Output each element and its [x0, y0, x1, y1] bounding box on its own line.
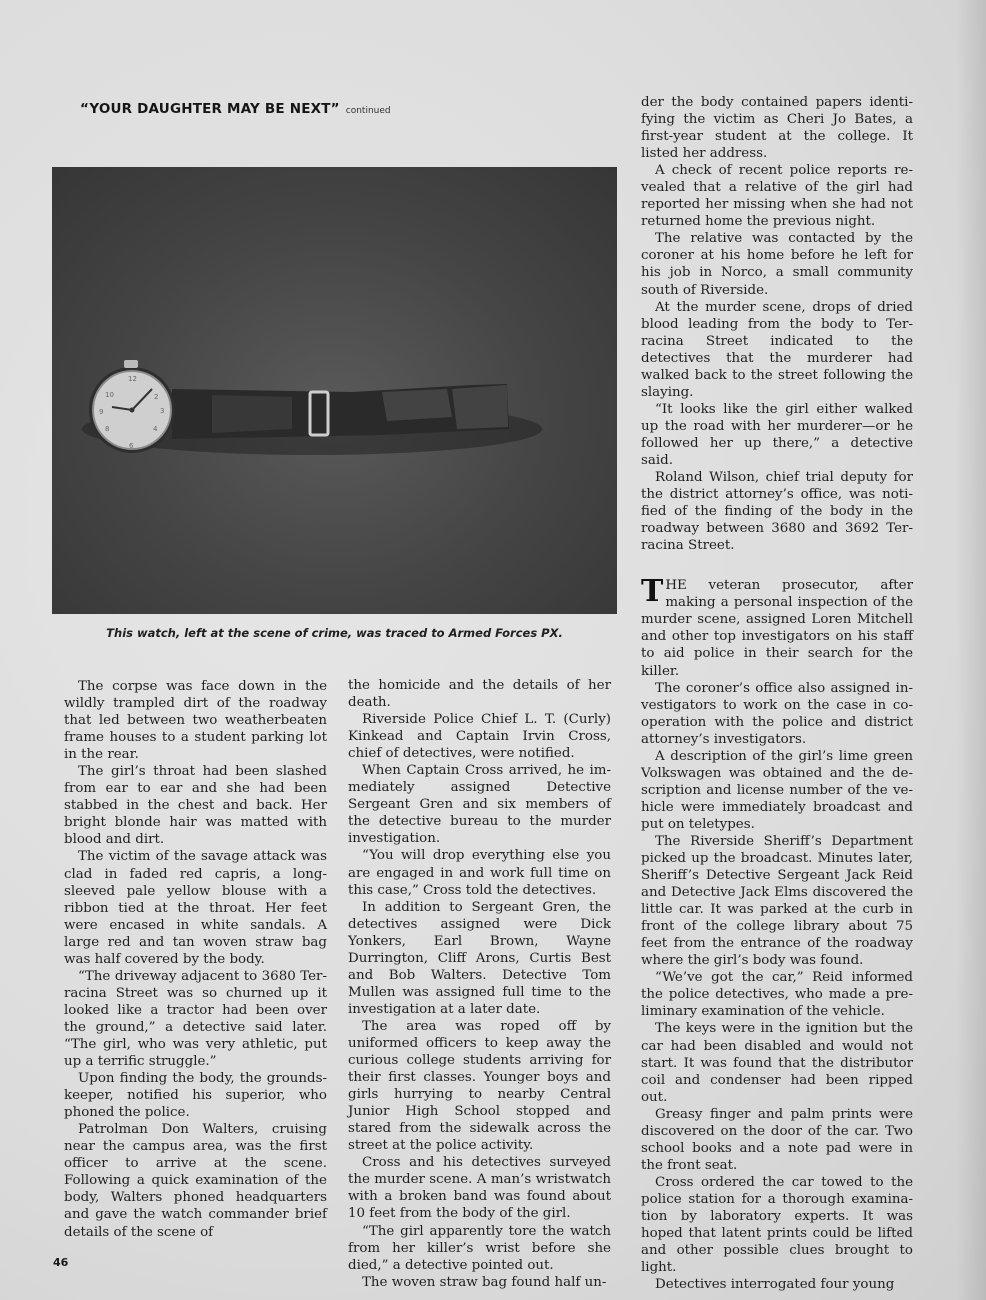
paragraph: “The driveway adjacent to 3680 Terracina Street was so churned up it looked like a tractor had been over the ground,” a detective said later. “The girl, who was very athletic, put up a terrific struggle.”	[64, 968, 327, 1070]
paragraph: The girl’s throat had been slashed from ear to ear and she had been stabbed in the chest and back. Her bright blonde hair was matted with blood and dirt.	[64, 764, 327, 848]
paragraph: A description of the girl’s lime green Volkswagen was obtained and the description and license number of the vehicle were immediately broadcast and put on teletypes.	[641, 748, 913, 832]
paragraph: “It looks like the girl either walked up the road with her murderer—or he followed her up there,” a detective said.	[641, 401, 913, 468]
paragraph: A check of recent police reports revealed that a relative of the girl had reported her missing when she had not returned home the previous night.	[641, 163, 913, 230]
paragraph: At the murder scene, drops of dried blood leading from the body to Terracina Street indicated to the detectives that the murderer had walked back to the street following the slaying.	[641, 299, 913, 400]
svg-text:4: 4	[153, 425, 158, 433]
paragraph: “We’ve got the car,” Reid informed the police detectives, who made a preliminary examination of the vehicle.	[641, 970, 913, 1020]
article-column-2	[348, 677, 611, 1291]
watch-crown	[124, 360, 138, 368]
paragraph: Patrolman Don Walters, cruising near the campus area, was the first officer to arrive at the scene. Following a quick examination of the body, Walters phoned headquarters and gave the watch commander brief details of the scene of	[64, 1122, 327, 1240]
paragraph: “You will drop everything else you are engaged in and work full time on this case,” Cross told the detectives.	[348, 848, 611, 898]
paragraph: Cross ordered the car towed to the police station for a thorough examination by laboratory experts. It was hoped that latent prints could be lifted and other possible clues brought to light.	[641, 1174, 913, 1276]
paragraph: Roland Wilson, chief trial deputy for the district attorney’s office, was notified of the finding of the body in the roadway between 3680 and 3692 Terracina Street.	[641, 470, 913, 554]
band-loop	[382, 389, 452, 421]
continued-label: continued	[345, 106, 391, 116]
paragraph: Greasy finger and palm prints were discovered on the door of the car. Two school books and a note pad were in the front seat.	[641, 1106, 913, 1173]
article-column-1	[64, 678, 327, 1241]
svg-text:8: 8	[105, 425, 110, 433]
svg-text:2: 2	[154, 393, 159, 401]
paragraph: The coroner’s office also assigned investigators to work on the case in cooperation with the police and district attorney’s investigators.	[641, 680, 913, 747]
svg-text:9: 9	[99, 408, 104, 416]
paragraph: The keys were in the ignition but the car had been disabled and would not start. It was found that the distributor coil and condenser had been ripped out.	[641, 1021, 913, 1105]
paragraph: The corpse was face down in the wildly trampled dirt of the roadway that led between two weatherbeaten frame houses to a student parking lot in the rear.	[64, 679, 327, 763]
watch-photo	[52, 167, 617, 614]
section-break	[641, 554, 913, 577]
dropcap-paragraph-text: HE veteran prosecutor, after making a personal inspection of the murder scene, assigned Loren Mitchell and other top investigators on his staff to aid police in their search for the killer.	[641, 578, 913, 679]
article-column-3	[641, 94, 913, 1293]
paragraph: The victim of the savage attack was clad in faded red capris, a long-sleeved pale yellow blouse with a ribbon tied at the throat. Her feet were encased in white sandals. A large red and tan woven straw bag was half covered by the body.	[64, 849, 327, 967]
paragraph: Riverside Police Chief L. T. (Curly) Kinkead and Captain Irvin Cross, chief of detectives, were notified.	[348, 712, 611, 762]
paragraph: The Riverside Sheriff’s Department picked up the broadcast. Minutes later, Sheriff’s Detective Sergeant Jack Reid and Detective Jack Elms discovered the little car. It was parked at the curb in front of the college library about 75 feet from the entrance of the roadway where the girl’s body was found.	[641, 833, 913, 969]
paragraph-dropcap	[641, 574, 913, 679]
svg-text:3: 3	[160, 407, 165, 415]
paragraph: The area was roped off by uniformed officers to keep away the curious college students arriving for their first classes. Younger boys and girls hurrying to nearby Central Junior High School stopped and stared from the sidewalk across the street at the police activity.	[348, 1018, 611, 1154]
paragraph: In addition to Sergeant Gren, the detectives assigned were Dick Yonkers, Earl Brown, Wayne Durrington, Cliff Arons, Curtis Best and Bob Walters. Detective Tom Mullen was assigned full time to the investigation at a later date.	[348, 899, 611, 1017]
band-tip	[452, 385, 508, 429]
photo-caption: This watch, left at the scene of crime, was traced to Armed Forces PX.	[106, 626, 563, 640]
paragraph: Cross and his detectives surveyed the murder scene. A man’s wristwatch with a broken band was found about 10 feet from the body of the girl.	[348, 1155, 611, 1222]
svg-text:6: 6	[129, 442, 134, 450]
paragraph: “The girl apparently tore the watch from her killer’s wrist before she died,” a detective pointed out.	[348, 1223, 611, 1273]
page-number: 46	[53, 1256, 69, 1269]
paragraph: The woven straw bag found half un-	[362, 1274, 607, 1290]
band-highlight	[212, 395, 292, 433]
paragraph: Detectives interrogated four young	[655, 1277, 895, 1293]
paragraph-continued: der the body contained papers identifying the victim as Cheri Jo Bates, a first-year student at the college. It listed her address.	[641, 95, 913, 162]
svg-text:10: 10	[105, 391, 114, 399]
svg-text:12: 12	[128, 375, 137, 383]
headline-title: “YOUR DAUGHTER MAY BE NEXT”	[80, 101, 340, 117]
paragraph-continued: the homicide and the details of her death.	[348, 678, 611, 711]
article-headline	[80, 101, 391, 117]
paragraph: The relative was contacted by the coroner at his home before he left for his job in Norco, a small community south of Riverside.	[641, 231, 913, 298]
paragraph: Upon finding the body, the groundskeeper, notified his superior, who phoned the police.	[64, 1071, 327, 1121]
watch-illustration	[52, 167, 617, 614]
drop-cap: T	[641, 574, 664, 610]
paragraph: When Captain Cross arrived, he immediately assigned Detective Sergeant Gren and six members of the detective bureau to the murder investigation.	[348, 763, 611, 847]
